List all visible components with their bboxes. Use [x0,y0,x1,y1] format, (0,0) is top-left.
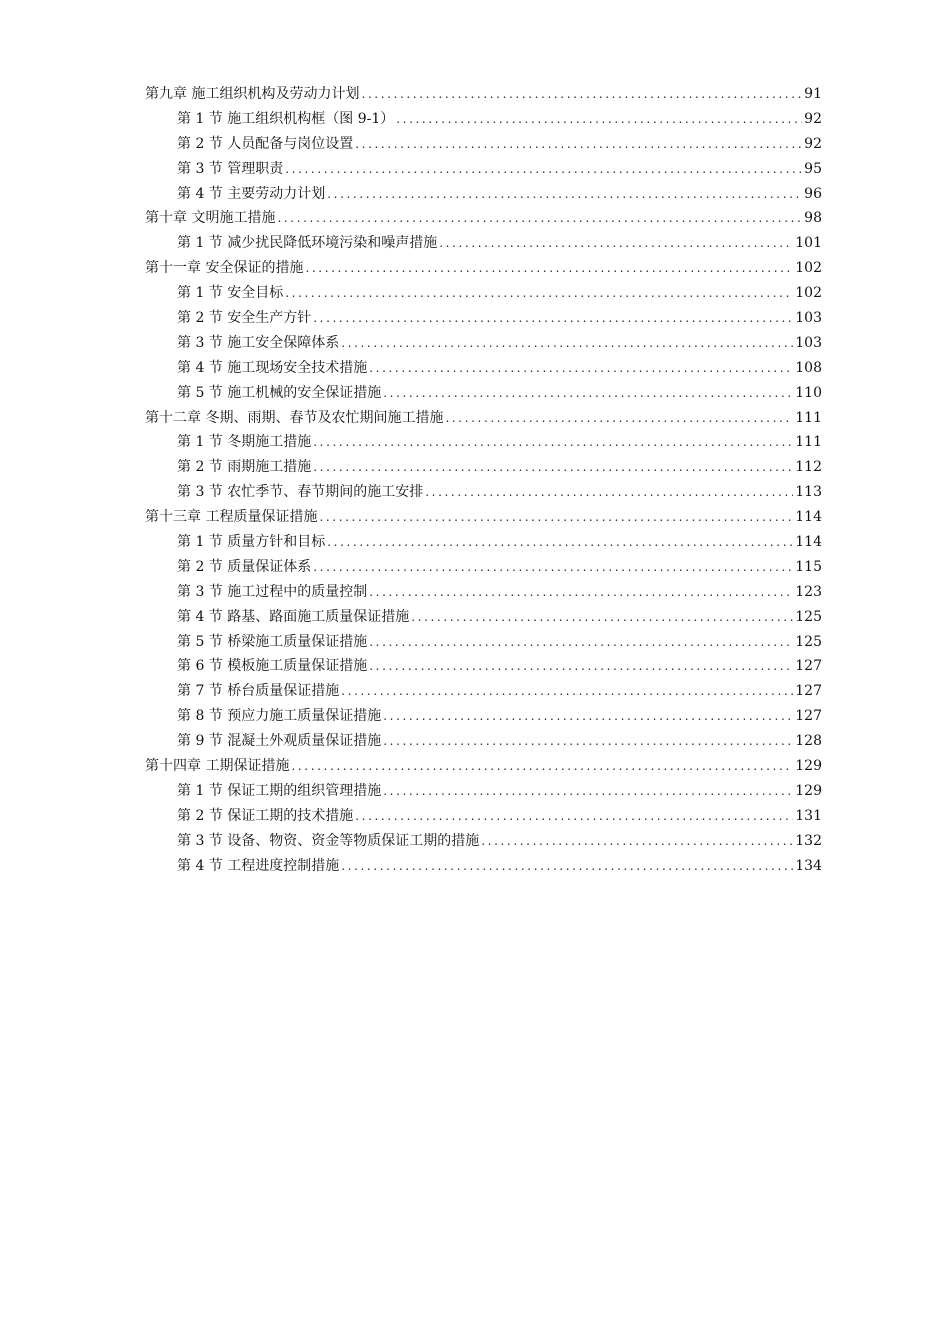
toc-entry-title: 第 2 节 质量保证体系 [177,558,312,575]
toc-entry-title: 第 1 节 质量方针和目标 [177,534,326,551]
toc-entry-page-number: 115 [795,558,822,575]
toc-entry-title: 第 3 节 管理职责 [177,160,284,177]
toc-dot-leader [305,256,793,281]
toc-section-entry[interactable] [145,107,822,132]
toc-dot-leader [355,132,802,157]
toc-dot-leader [383,704,793,729]
toc-dot-leader [355,804,793,829]
toc-entry-title: 第 4 节 主要劳动力计划 [177,185,326,202]
toc-entry-title: 第十三章 工程质量保证措施 [145,509,318,526]
toc-entry-page-number: 127 [795,708,822,725]
toc-entry-page-number: 113 [795,484,822,501]
toc-dot-leader [341,331,793,356]
toc-section-entry[interactable] [145,829,822,854]
toc-dot-leader [361,82,802,107]
toc-section-entry[interactable] [145,480,822,505]
toc-entry-title: 第 5 节 施工机械的安全保证措施 [177,384,382,401]
toc-entry-page-number: 129 [795,782,822,799]
toc-dot-leader [313,455,793,480]
toc-entry-page-number: 134 [795,857,822,874]
toc-entry-page-number: 131 [795,807,822,824]
toc-entry-title: 第 4 节 工程进度控制措施 [177,857,340,874]
toc-entry-page-number: 111 [795,409,822,426]
toc-section-entry[interactable] [145,306,822,331]
toc-entry-page-number: 129 [795,758,822,775]
toc-entry-page-number: 108 [795,359,822,376]
toc-dot-leader [313,555,793,580]
toc-entry-page-number: 101 [795,235,822,252]
toc-dot-leader [369,580,793,605]
toc-dot-leader [277,206,802,231]
toc-section-entry[interactable] [145,605,822,630]
toc-dot-leader [383,729,793,754]
toc-dot-leader [291,754,793,779]
toc-section-entry[interactable] [145,704,822,729]
table-of-contents [145,82,822,879]
toc-dot-leader [313,430,793,455]
toc-chapter-entry[interactable] [145,82,822,107]
toc-section-entry[interactable] [145,331,822,356]
toc-entry-page-number: 127 [795,658,822,675]
toc-section-entry[interactable] [145,157,822,182]
toc-entry-title: 第 1 节 保证工期的组织管理措施 [177,782,382,799]
toc-entry-page-number: 125 [795,633,822,650]
toc-entry-title: 第 1 节 减少扰民降低环境污染和噪声措施 [177,235,438,252]
toc-entry-page-number: 102 [795,285,822,302]
toc-entry-page-number: 95 [804,160,822,177]
toc-entry-title: 第九章 施工组织机构及劳动力计划 [145,86,360,102]
toc-entry-title: 第十一章 安全保证的措施 [145,260,304,277]
toc-section-entry[interactable] [145,580,822,605]
toc-dot-leader [341,679,793,704]
toc-entry-page-number: 132 [795,832,822,849]
toc-dot-leader [369,630,793,655]
toc-section-entry[interactable] [145,231,822,256]
toc-dot-leader [285,281,793,306]
toc-dot-leader [425,480,793,505]
toc-dot-leader [285,157,802,182]
toc-chapter-entry[interactable] [145,256,822,281]
toc-entry-title: 第 4 节 路基、路面施工质量保证措施 [177,608,410,625]
toc-entry-page-number: 114 [795,509,822,526]
toc-entry-title: 第十二章 冬期、雨期、春节及农忙期间施工措施 [145,409,444,426]
toc-section-entry[interactable] [145,854,822,879]
toc-section-entry[interactable] [145,779,822,804]
toc-entry-title: 第 3 节 施工安全保障体系 [177,334,340,351]
toc-section-entry[interactable] [145,455,822,480]
toc-entry-title: 第 2 节 安全生产方针 [177,310,312,327]
toc-dot-leader [319,505,793,530]
toc-entry-title: 第 9 节 混凝土外观质量保证措施 [177,733,382,750]
toc-entry-page-number: 125 [795,608,822,625]
toc-entry-title: 第 1 节 施工组织机构框（图 9-1） [177,110,395,127]
toc-section-entry[interactable] [145,555,822,580]
toc-entry-title: 第 1 节 安全目标 [177,285,284,302]
toc-dot-leader [369,654,793,679]
toc-section-entry[interactable] [145,132,822,157]
toc-section-entry[interactable] [145,804,822,829]
toc-section-entry[interactable] [145,530,822,555]
toc-chapter-entry[interactable] [145,206,822,231]
toc-chapter-entry[interactable] [145,754,822,779]
toc-dot-leader [445,406,793,431]
toc-entry-title: 第十章 文明施工措施 [145,210,276,227]
toc-entry-title: 第 6 节 模板施工质量保证措施 [177,658,368,675]
toc-dot-leader [396,107,802,132]
toc-entry-page-number: 127 [795,683,822,700]
toc-entry-page-number: 103 [795,310,822,327]
toc-entry-title: 第 3 节 设备、物资、资金等物质保证工期的措施 [177,832,480,849]
toc-dot-leader [369,356,793,381]
toc-entry-page-number: 111 [795,434,822,451]
toc-entry-page-number: 103 [795,334,822,351]
toc-entry-page-number: 128 [795,733,822,750]
toc-entry-title: 第 8 节 预应力施工质量保证措施 [177,708,382,725]
toc-entry-title: 第 3 节 农忙季节、春节期间的施工安排 [177,484,424,501]
toc-entry-page-number: 96 [804,185,822,202]
toc-dot-leader [341,854,793,879]
toc-dot-leader [313,306,793,331]
toc-chapter-entry[interactable] [145,406,822,431]
toc-entry-title: 第 4 节 施工现场安全技术措施 [177,359,368,376]
toc-entry-page-number: 110 [795,384,822,401]
toc-section-entry[interactable] [145,729,822,754]
toc-dot-leader [383,779,793,804]
toc-entry-title: 第 2 节 雨期施工措施 [177,459,312,476]
toc-dot-leader [383,381,793,406]
toc-entry-page-number: 98 [804,210,822,227]
toc-entry-page-number: 123 [795,583,822,600]
toc-dot-leader [481,829,793,854]
toc-entry-page-number: 91 [804,86,822,102]
toc-section-entry[interactable] [145,630,822,655]
toc-dot-leader [327,530,793,555]
toc-section-entry[interactable] [145,381,822,406]
toc-section-entry[interactable] [145,430,822,455]
toc-entry-page-number: 92 [804,110,822,127]
toc-section-entry[interactable] [145,654,822,679]
toc-entry-page-number: 112 [795,459,822,476]
toc-entry-page-number: 114 [795,534,822,551]
toc-entry-title: 第 7 节 桥台质量保证措施 [177,683,340,700]
toc-entry-title: 第 3 节 施工过程中的质量控制 [177,583,368,600]
toc-entry-title: 第 1 节 冬期施工措施 [177,434,312,451]
toc-entry-page-number: 102 [795,260,822,277]
toc-section-entry[interactable] [145,679,822,704]
toc-section-entry[interactable] [145,182,822,207]
toc-entry-title: 第 2 节 保证工期的技术措施 [177,807,354,824]
toc-entry-title: 第十四章 工期保证措施 [145,758,290,775]
toc-dot-leader [411,605,793,630]
toc-entry-page-number: 92 [804,135,822,152]
toc-dot-leader [439,231,793,256]
toc-entry-title: 第 5 节 桥梁施工质量保证措施 [177,633,368,650]
toc-section-entry[interactable] [145,281,822,306]
toc-dot-leader [327,182,802,207]
toc-section-entry[interactable] [145,356,822,381]
toc-chapter-entry[interactable] [145,505,822,530]
toc-entry-title: 第 2 节 人员配备与岗位设置 [177,135,354,152]
